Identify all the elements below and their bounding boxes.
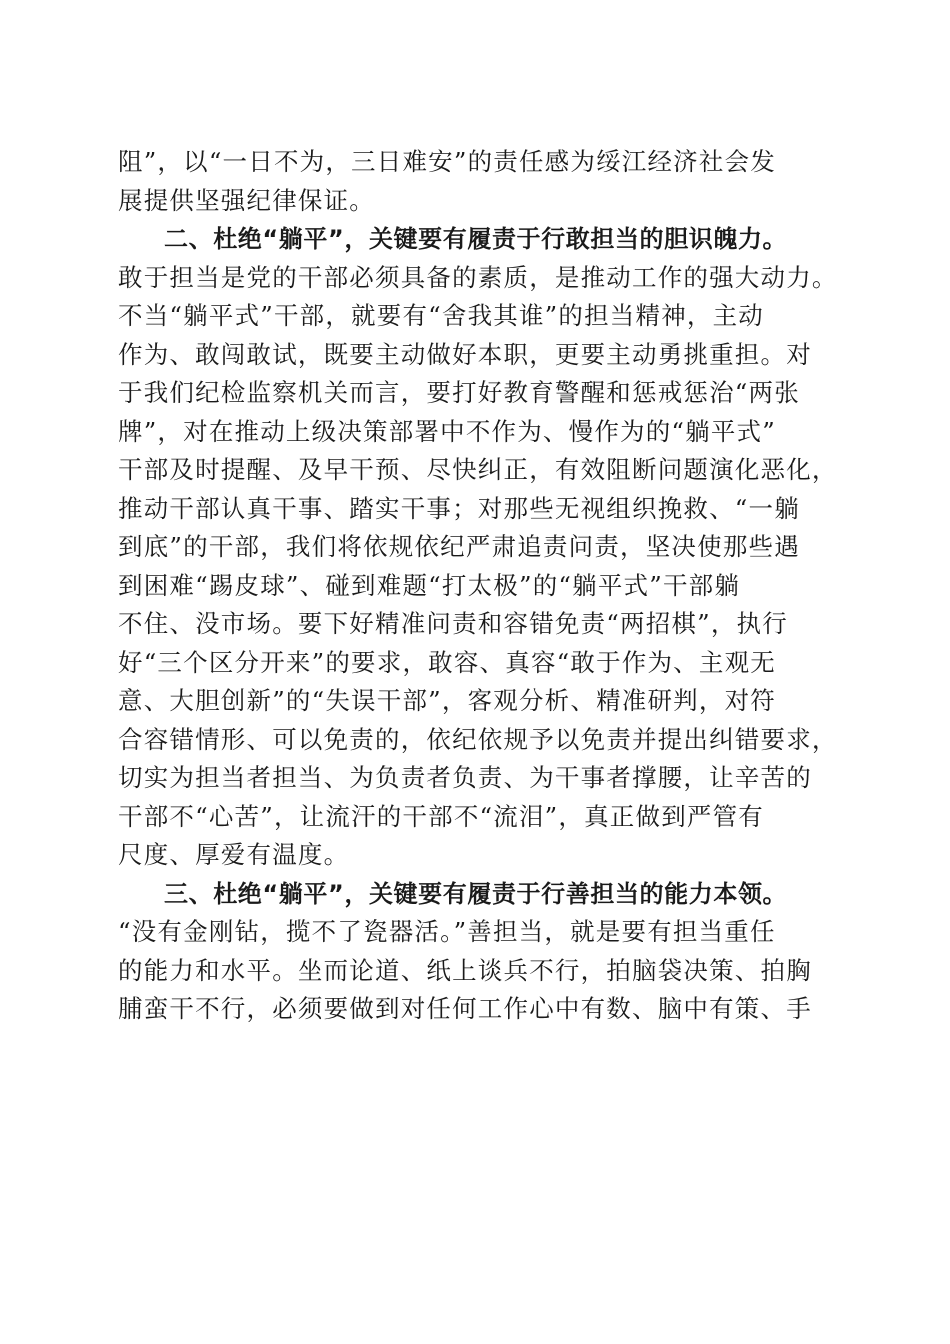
text-line: 干部及时提醒、及早干预、尽快纠正，有效阻断问题演化恶化， xyxy=(118,455,838,484)
text-line: 合容错情形、可以免责的，依纪依规予以免责并提出纠错要求， xyxy=(118,724,838,754)
text-line: 到底”的干部，我们将依规依纪严肃追责问责，坚决使那些遇 xyxy=(118,532,800,561)
text-line: 到困难“踢皮球”、碰到难题“打太极”的“躺平式”干部躺 xyxy=(118,570,741,600)
text-line: “没有金刚钻，揽不了瓷器活。”善担当，就是要有担当重任 xyxy=(118,917,776,946)
text-line: 于我们纪检监察机关而言，要打好教育警醒和惩戒惩治“两张 xyxy=(118,378,800,407)
text-line: 脯蛮干不行，必须要做到对任何工作心中有数、脑中有策、手 xyxy=(118,994,812,1023)
text-line: 牌”，对在推动上级决策部署中不作为、慢作为的“躺平式” xyxy=(118,416,776,446)
text-line: 好“三个区分开来”的要求，敢容、真容“敢于作为、主观无 xyxy=(118,647,776,677)
text-line: 敢于担当是党的干部必须具备的素质，是推动工作的强大动力。 xyxy=(118,262,838,292)
text-line: 意、大胆创新”的“失误干部”，客观分析、精准研判，对符 xyxy=(118,686,776,715)
text-line: 切实为担当者担当、为负责者负责、为干事者撑腰，让辛苦的 xyxy=(118,763,812,792)
text-line: 作为、敢闯敢试，既要主动做好本职，更要主动勇挑重担。对 xyxy=(118,339,812,369)
section-heading-3: 三、杜绝“躺平”，关键要有履责于行善担当的能力本领。 xyxy=(164,879,788,908)
text-line: 不当“躺平式”干部，就要有“舍我其谁”的担当精神，主动 xyxy=(118,301,764,330)
text-line: 干部不“心苦”，让流汗的干部不“流泪”，真正做到严管有 xyxy=(118,801,764,831)
text-line: 推动干部认真干事、踏实干事；对那些无视组织挽救、“一躺 xyxy=(118,493,800,523)
text-line: 阻”，以“一日不为，三日难安”的责任感为绥江经济社会发 xyxy=(118,147,776,176)
text-line: 的能力和水平。坐而论道、纸上谈兵不行，拍脑袋决策、拍胸 xyxy=(118,955,812,985)
section-heading-2: 二、杜绝“躺平”，关键要有履责于行敢担当的胆识魄力。 xyxy=(164,225,788,253)
text-line: 展提供坚强纪律保证。 xyxy=(118,185,375,215)
text-line: 不住、没市场。要下好精准问责和容错免责“两招棋”，执行 xyxy=(118,609,788,638)
body-text xyxy=(118,143,838,1029)
text-line: 尺度、厚爱有温度。 xyxy=(118,840,350,869)
